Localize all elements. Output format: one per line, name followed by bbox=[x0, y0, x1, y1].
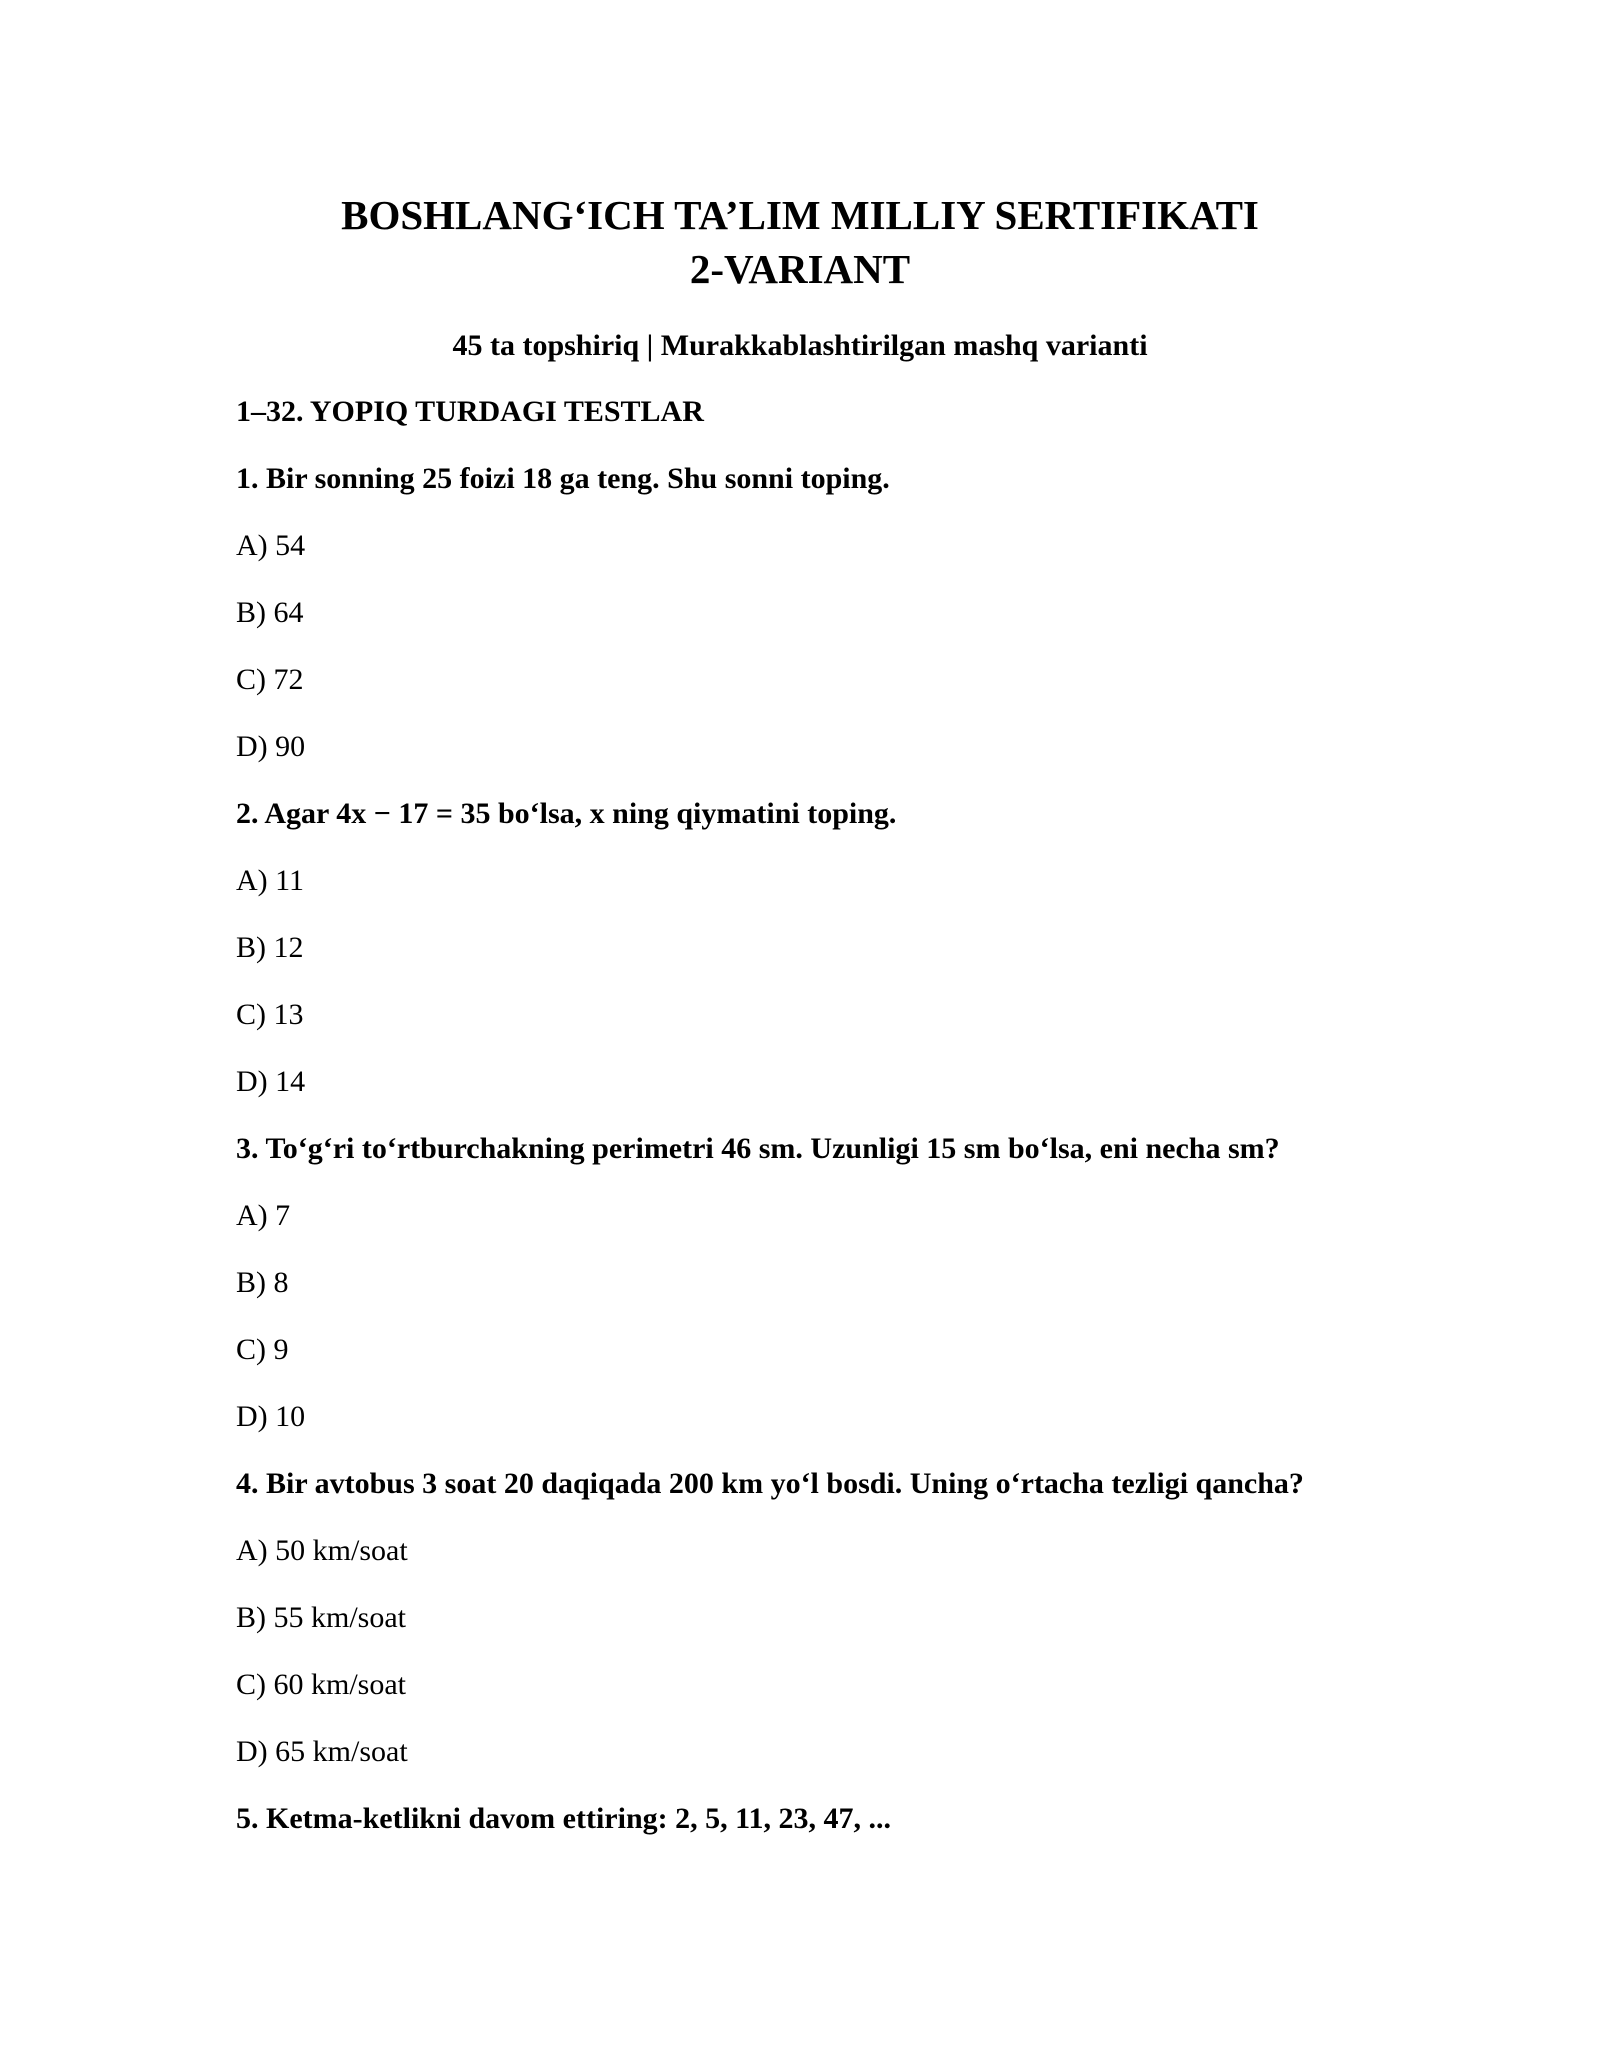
question-2-option-b: B) 12 bbox=[236, 931, 304, 964]
question-2-option-a: A) 11 bbox=[236, 864, 305, 897]
question-1-option-b: B) 64 bbox=[236, 596, 304, 629]
question-1-option-c: C) 72 bbox=[236, 663, 304, 696]
variant-title: 2-VARIANT bbox=[689, 246, 911, 292]
question-4-text: 4. Bir avtobus 3 soat 20 daqiqada 200 km yo‘l bosdi. Uning o‘rtacha tezligi qancha? bbox=[236, 1467, 1304, 1500]
question-1-option-d: D) 90 bbox=[236, 730, 306, 763]
question-1-text: 1. Bir sonning 25 foizi 18 ga teng. Shu sonni toping. bbox=[236, 462, 890, 495]
question-2-option-d: D) 14 bbox=[236, 1065, 306, 1098]
question-3-option-c: C) 9 bbox=[236, 1333, 289, 1366]
question-3-option-a: A) 7 bbox=[236, 1199, 291, 1232]
question-4-option-b: B) 55 km/soat bbox=[236, 1601, 406, 1634]
question-3-option-b: B) 8 bbox=[236, 1266, 289, 1299]
question-4-option-a: A) 50 km/soat bbox=[236, 1534, 408, 1567]
question-5-text: 5. Ketma-ketlikni davom ettiring: 2, 5, 11, 23, 47, ... bbox=[236, 1802, 891, 1835]
question-2-option-c: C) 13 bbox=[236, 998, 304, 1031]
question-4-option-d: D) 65 km/soat bbox=[236, 1735, 408, 1768]
document-subtitle: 45 ta topshiriq | Murakkablashtirilgan mashq varianti bbox=[452, 329, 1148, 362]
question-3-option-d: D) 10 bbox=[236, 1400, 306, 1433]
document-title: BOSHLANG‘ICH TA’LIM MILLIY SERTIFIKATI bbox=[341, 192, 1259, 238]
question-1-option-a: A) 54 bbox=[236, 529, 306, 562]
question-2-text: 2. Agar 4x − 17 = 35 bo‘lsa, x ning qiymatini toping. bbox=[236, 797, 897, 830]
section-heading: 1–32. YOPIQ TURDAGI TESTLAR bbox=[236, 395, 704, 428]
question-3-text: 3. To‘g‘ri to‘rtburchakning perimetri 46 sm. Uzunligi 15 sm bo‘lsa, eni necha sm? bbox=[236, 1132, 1280, 1165]
question-4-option-c: C) 60 km/soat bbox=[236, 1668, 406, 1701]
